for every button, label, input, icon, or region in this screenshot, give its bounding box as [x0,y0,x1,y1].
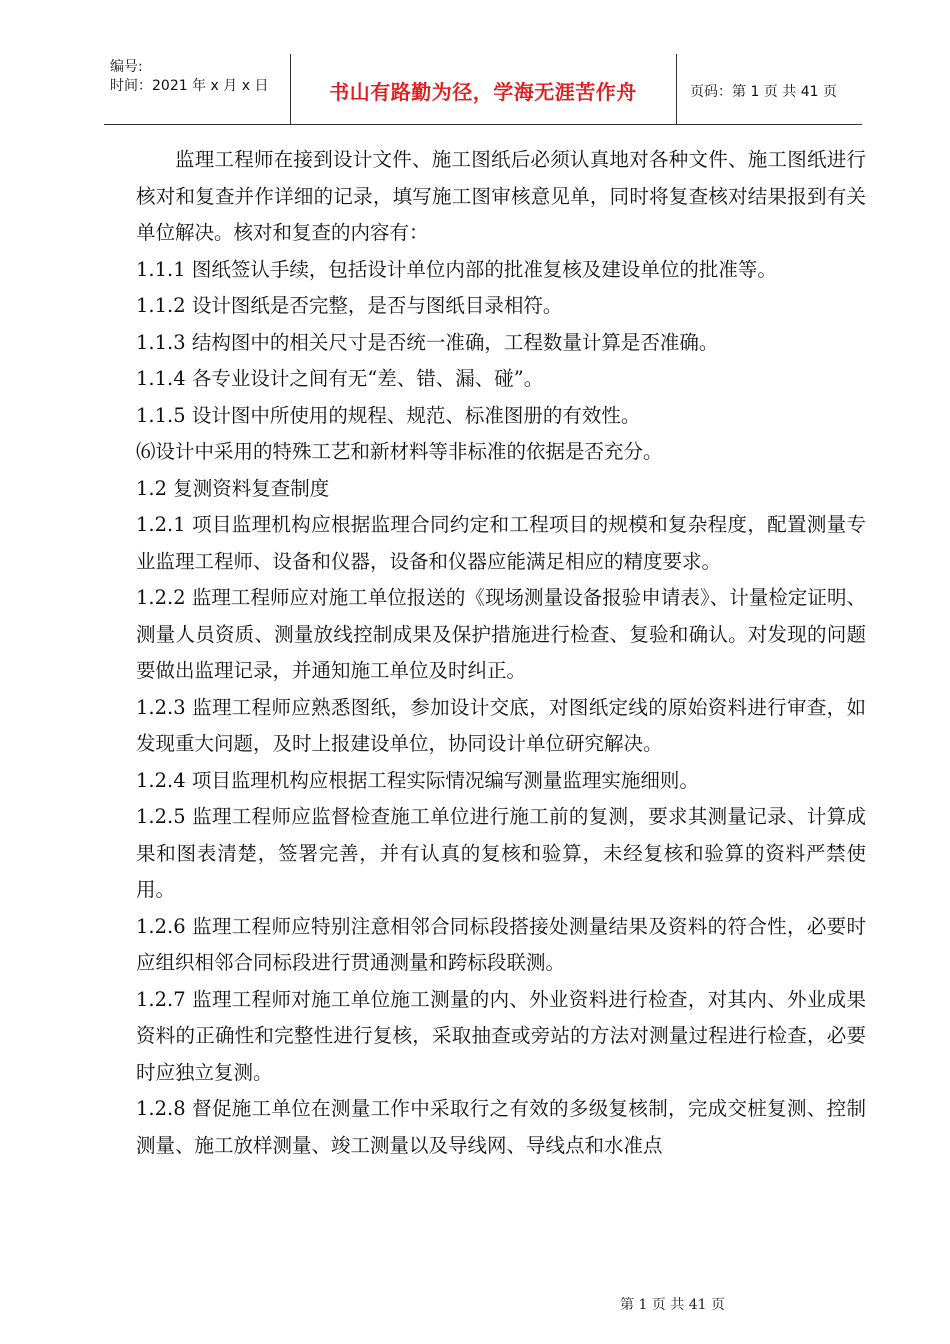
item-1-1-2: 1.1.2 设计图纸是否完整，是否与图纸目录相符。 [136,294,563,317]
item-1-2-3: 1.2.3 监理工程师应熟悉图纸，参加设计交底，对图纸定线的原始资料进行审查，如发现重大问题，及时上报建设单位，协同设计单位研究解决。 [136,695,866,755]
header-meta [110,58,310,96]
item-1-2-5: 1.2.5 监理工程师应监督检查施工单位进行施工前的复测，要求其测量记录、计算成果和图表清楚，签署完善，并有认真的复核和验算，未经复核和验算的资料严禁使用。 [136,805,866,901]
item-1-2-6: 1.2.6 监理工程师应特别注意相邻合同标段搭接处测量结果及资料的符合性，必要时应组织相邻合同标段进行贯通测量和跨标段联测。 [136,914,866,974]
item-1-2-7: 1.2.7 监理工程师对施工单位施工测量的内、外业资料进行检查，对其内、外业成果资料的正确性和完整性进行复核，采取抽查或旁站的方法对测量过程进行检查，必要时应独立复测。 [136,987,866,1084]
document-date: 时间：2021 年 x 月 x 日 [110,78,269,94]
intro-paragraph: 监理工程师在接到设计文件、施工图纸后必须认真地对各种文件、施工图纸进行核对和复查并作详细的记录，填写施工图审核意见单，同时将复查核对结果报到有关单位解决。核对和复查的内容有： [136,148,866,244]
document-number-label: 编号: [110,59,143,75]
section-heading-1-2: 1.2 复测资料复查制度 [136,476,330,500]
item-1-2-2: 1.2.2 监理工程师应对施工单位报送的《现场测量设备报验申请表》、计量检定证明、测量人员资质、测量放线控制成果及保护措施进行检查、复验和确认。对发现的问题要做出监理记录，并通知施工单位及时纠正。 [136,586,866,682]
item-1-1-1: 1.1.1 图纸签认手续，包括设计单位内部的批准复核及建设单位的批准等。 [136,257,777,281]
document-body [136,142,866,1164]
header-page-info: 页码：第 1 页 共 41 页 [690,84,837,100]
header-divider-right [676,54,677,124]
item-1-1-5: 1.1.5 设计图中所使用的规程、规范、标准图册的有效性。 [136,403,641,427]
item-1-2-8: 1.2.8 督促施工单位在测量工作中采取行之有效的多级复核制，完成交桩复测、控制测量、施工放样测量、竣工测量以及导线网、导线点和水准点 [136,1097,866,1157]
item-1-1-3: 1.1.3 结构图中的相关尺寸是否统一准确，工程数量计算是否准确。 [136,330,719,354]
item-1-2-1: 1.2.1 项目监理机构应根据监理合同约定和工程项目的规模和复杂程度，配置测量专业监理工程师、设备和仪器，设备和仪器应能满足相应的精度要求。 [136,513,866,573]
item-1-2-4: 1.2.4 项目监理机构应根据工程实际情况编写测量监理实施细则。 [136,768,699,792]
page-footer: 第 1 页 共 41 页 [620,1297,725,1313]
page-header [104,54,862,125]
item-1-1-4: 1.1.4 各专业设计之间有无“差、错、漏、碰”。 [136,367,544,390]
header-motto: 书山有路勤为径，学海无涯苦作舟 [329,80,637,104]
item-6: ⑹设计中采用的特殊工艺和新材料等非标准的依据是否充分。 [136,440,663,463]
